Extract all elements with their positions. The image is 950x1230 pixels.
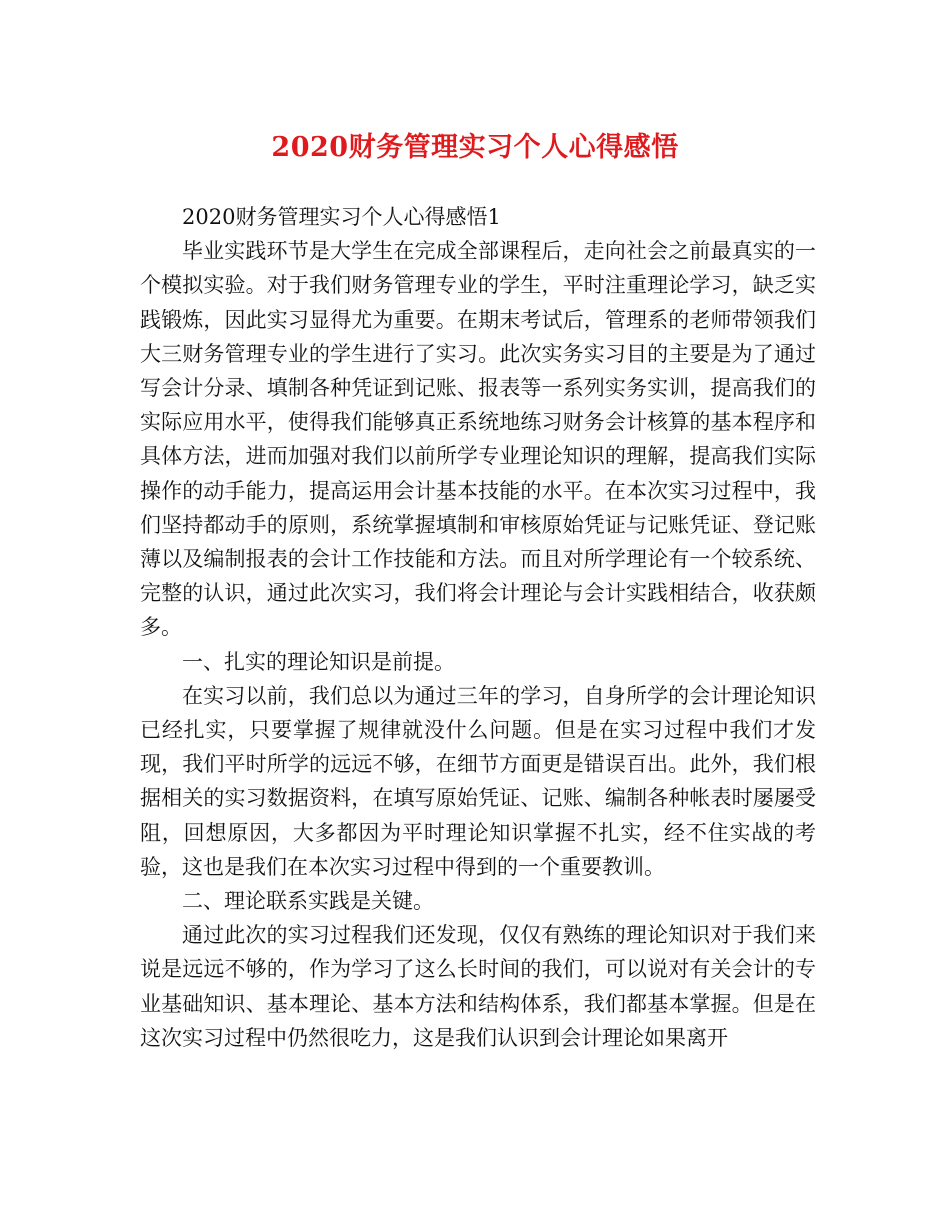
paragraph: 毕业实践环节是大学生在完成全部课程后，走向社会之前最真实的一个模拟实验。对于我们财务管理专业的学生，平时注重理论学习，缺乏实践锻炼，因此实习显得尤为重要。在期末考试后，管理系的老师带领我们大三财务管理专业的学生进行了实习。此次实务实习目的主要是为了通过写会计分录、填制各种凭证到记账、报表等一系列实务实训，提高我们的实际应用水平，使得我们能够真正系统地练习财务会计核算的基本程序和具体方法，进而加强对我们以前所学专业理论知识的理解，提高我们实际操作的动手能力，提高运用会计基本技能的水平。在本次实习过程中，我们坚持都动手的原则，系统掌握填制和审核原始凭证与记账凭证、登记账薄以及编制报表的会计工作技能和方法。而且对所学理论有一个较系统、完整的认识，通过此次实习，我们将会计理论与会计实践相结合，收获颇多。 [140,239,816,640]
document-body [140,200,816,1055]
paragraph: 通过此次的实习过程我们还发现，仅仅有熟练的理论知识对于我们来说是远远不够的，作为学习了这么长时间的我们，可以说对有关会计的专业基础知识、基本理论、基本方法和结构体系，我们都基本掌握。但是在这次实习过程中仍然很吃力，这是我们认识到会计理论如果离开 [140,923,816,1050]
paragraph: 在实习以前，我们总以为通过三年的学习，自身所学的会计理论知识已经扎实，只要掌握了规律就没什么问题。但是在实习过程中我们才发现，我们平时所学的远远不够，在细节方面更是错误百出。此外，我们根据相关的实习数据资料，在填写原始凭证、记账、编制各种帐表时屡屡受阻，回想原因，大多都因为平时理论知识掌握不扎实，经不住实战的考验，这也是我们在本次实习过程中得到的一个重要教训。 [140,683,816,879]
subsection-heading: 一、扎实的理论知识是前提。 [182,649,455,674]
section-heading: 2020财务管理实习个人心得感悟1 [182,205,501,229]
document-title: 2020财务管理实习个人心得感悟 [271,132,679,163]
subsection-heading: 二、理论联系实践是关键。 [182,889,434,914]
